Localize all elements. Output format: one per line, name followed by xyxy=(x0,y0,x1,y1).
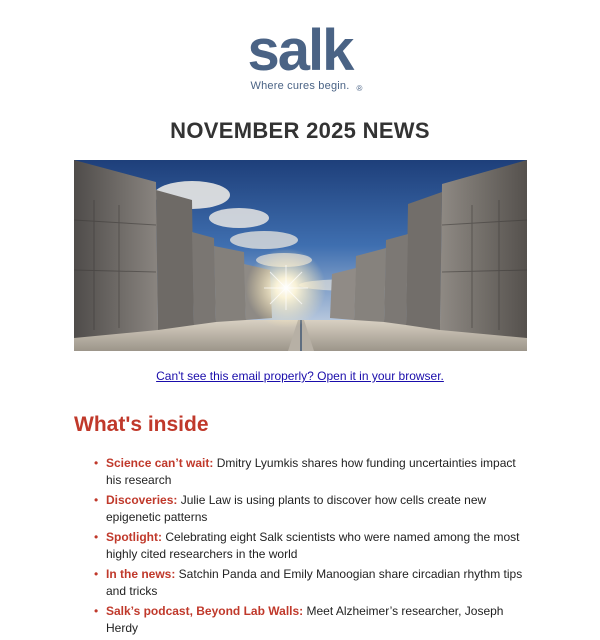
bullet-icon: • xyxy=(94,567,99,581)
item-lead[interactable]: Spotlight: xyxy=(106,530,162,544)
item-lead[interactable]: Science can’t wait: xyxy=(106,456,214,470)
newsletter-title: NOVEMBER 2025 NEWS xyxy=(170,118,430,143)
list-item[interactable] xyxy=(94,492,526,526)
registered-mark: ® xyxy=(356,84,363,93)
list-item[interactable] xyxy=(94,566,526,600)
item-lead[interactable]: Discoveries: xyxy=(106,493,178,507)
logo-text: salk xyxy=(247,18,353,83)
item-lead[interactable]: In the news: xyxy=(106,567,176,581)
bullet-icon: • xyxy=(94,604,99,618)
hero-image-salk-courtyard xyxy=(74,160,527,351)
bullet-icon: • xyxy=(94,530,99,544)
list-item[interactable] xyxy=(94,455,526,489)
logo-tagline: Where cures begin. xyxy=(250,80,350,92)
list-item[interactable] xyxy=(94,529,526,563)
list-item[interactable] xyxy=(94,603,526,637)
bullet-icon: • xyxy=(94,456,99,470)
item-text: Meet Alzheimer’s researcher, Joseph Herdy xyxy=(106,604,504,635)
whats-inside-heading: What's inside xyxy=(74,413,209,436)
whats-inside-list xyxy=(94,455,526,640)
salk-logo[interactable] xyxy=(0,18,600,93)
bullet-icon: • xyxy=(94,493,99,507)
item-text: Julie Law is using plants to discover how cells create new epigenetic patterns xyxy=(106,493,487,524)
view-in-browser-link[interactable]: Can't see this email properly? Open it in your browser. xyxy=(156,369,444,383)
item-text: Satchin Panda and Emily Manoogian share circadian rhythm tips and tricks xyxy=(106,567,523,598)
item-lead[interactable]: Salk’s podcast, Beyond Lab Walls: xyxy=(106,604,304,618)
item-text: Celebrating eight Salk scientists who were named among the most highly cited researchers in the world xyxy=(106,530,520,561)
item-text: Dmitry Lyumkis shares how funding uncertainties impact his research xyxy=(106,456,516,487)
